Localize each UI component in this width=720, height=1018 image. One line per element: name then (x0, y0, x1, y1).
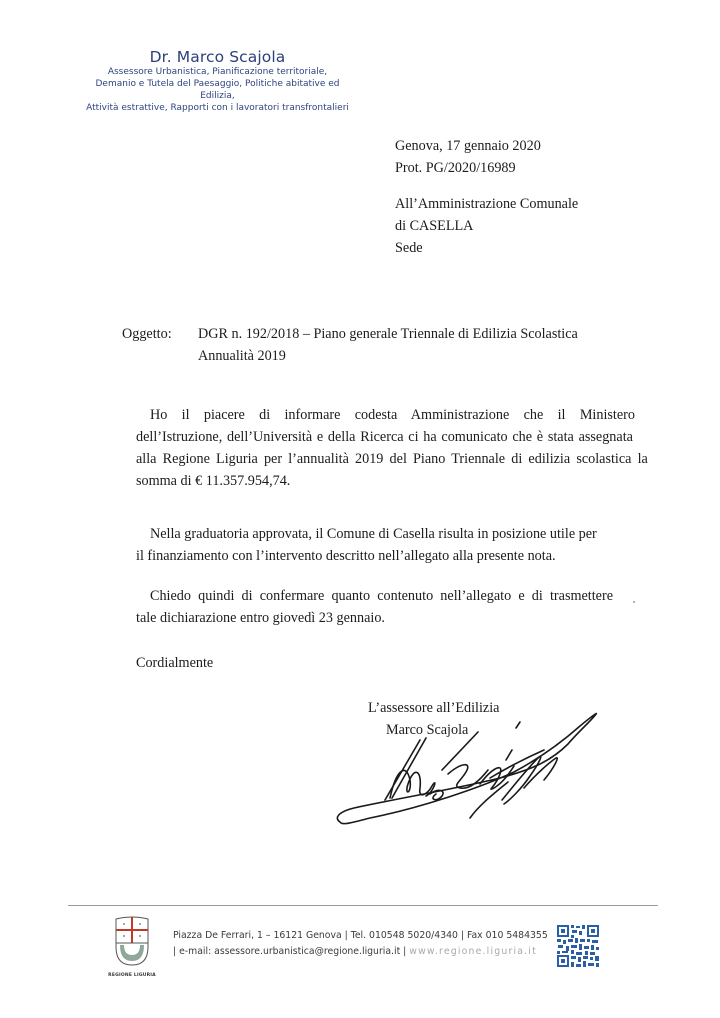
body-paragraph-3 (136, 585, 635, 629)
sender-role-line: Demanio e Tutela del Paesaggio, Politiche abitative ed Edilizia, (95, 79, 340, 101)
body-paragraph-1 (150, 404, 635, 426)
paragraph-line: alla Regione Liguria per l’annualità 2019 del Piano Triennale di edilizia scolastica la (136, 451, 648, 467)
footer-contact (173, 928, 548, 960)
qr-code-icon[interactable] (556, 924, 600, 968)
paragraph-line: il finanziamento con l’intervento descritto nell’allegato alla presente nota. (136, 548, 556, 564)
closing: Cordialmente (136, 655, 214, 671)
regione-liguria-logo (108, 915, 156, 981)
footer-address: Piazza De Ferrari, 1 – 16121 Genova | Tel. 010548 5020/4340 | Fax 010 5484355 (173, 930, 548, 941)
paragraph-line: tale dichiarazione entro giovedì 23 gennaio. (136, 610, 385, 626)
recipient-line: di CASELLA (395, 218, 474, 234)
sender-name: Dr. Marco Scajola (149, 48, 286, 66)
paragraph-line: Chiedo quindi di confermare quanto contenuto nell’allegato e di trasmettere (150, 588, 613, 604)
body-paragraph-1-cont (136, 426, 648, 492)
place-date: Genova, 17 gennaio 2020 (395, 138, 541, 154)
signatory-name: Marco Scajola (386, 722, 469, 738)
regione-liguria-crest-icon (112, 915, 152, 971)
paragraph-line: somma di € 11.357.954,74. (136, 473, 291, 489)
recipient-line: All’Amministrazione Comunale (395, 196, 579, 212)
paragraph-line: dell’Istruzione, dell’Università e della Ricerca ci ha comunicato che è stata assegnata (136, 429, 633, 445)
subject-label: Oggetto: (122, 326, 172, 342)
signatory-title: L’assessore all’Edilizia (368, 700, 500, 716)
body-paragraph-2 (138, 523, 637, 567)
recipient-line: Sede (395, 240, 423, 256)
scan-speck (633, 601, 635, 603)
letter-meta (395, 135, 541, 179)
footer-website-link[interactable]: www.regione.liguria.it (409, 946, 537, 957)
footer-divider (68, 905, 658, 906)
paragraph-line: Nella graduatoria approvata, il Comune di Casella risulta in posizione utile per (150, 526, 597, 542)
sender-role-line: Assessore Urbanistica, Pianificazione territoriale, (107, 67, 328, 77)
handwritten-signature (330, 700, 600, 840)
logo-label: REGIONE LIGURIA (108, 973, 156, 978)
sender-role-line: Attività estrattive, Rapporti con i lavoratori transfrontalieri (86, 103, 349, 113)
recipient-address (395, 193, 578, 259)
letterhead (80, 48, 355, 114)
subject-line: Annualità 2019 (198, 348, 286, 364)
subject-line: DGR n. 192/2018 – Piano generale Triennale di Edilizia Scolastica (198, 326, 578, 342)
subject (122, 323, 642, 367)
paragraph-line: Ho il piacere di informare codesta Amministrazione che il Ministero (150, 407, 635, 423)
protocol-number: Prot. PG/2020/16989 (395, 160, 516, 176)
footer-email[interactable]: | e-mail: assessore.urbanistica@regione.liguria.it | (173, 946, 407, 957)
